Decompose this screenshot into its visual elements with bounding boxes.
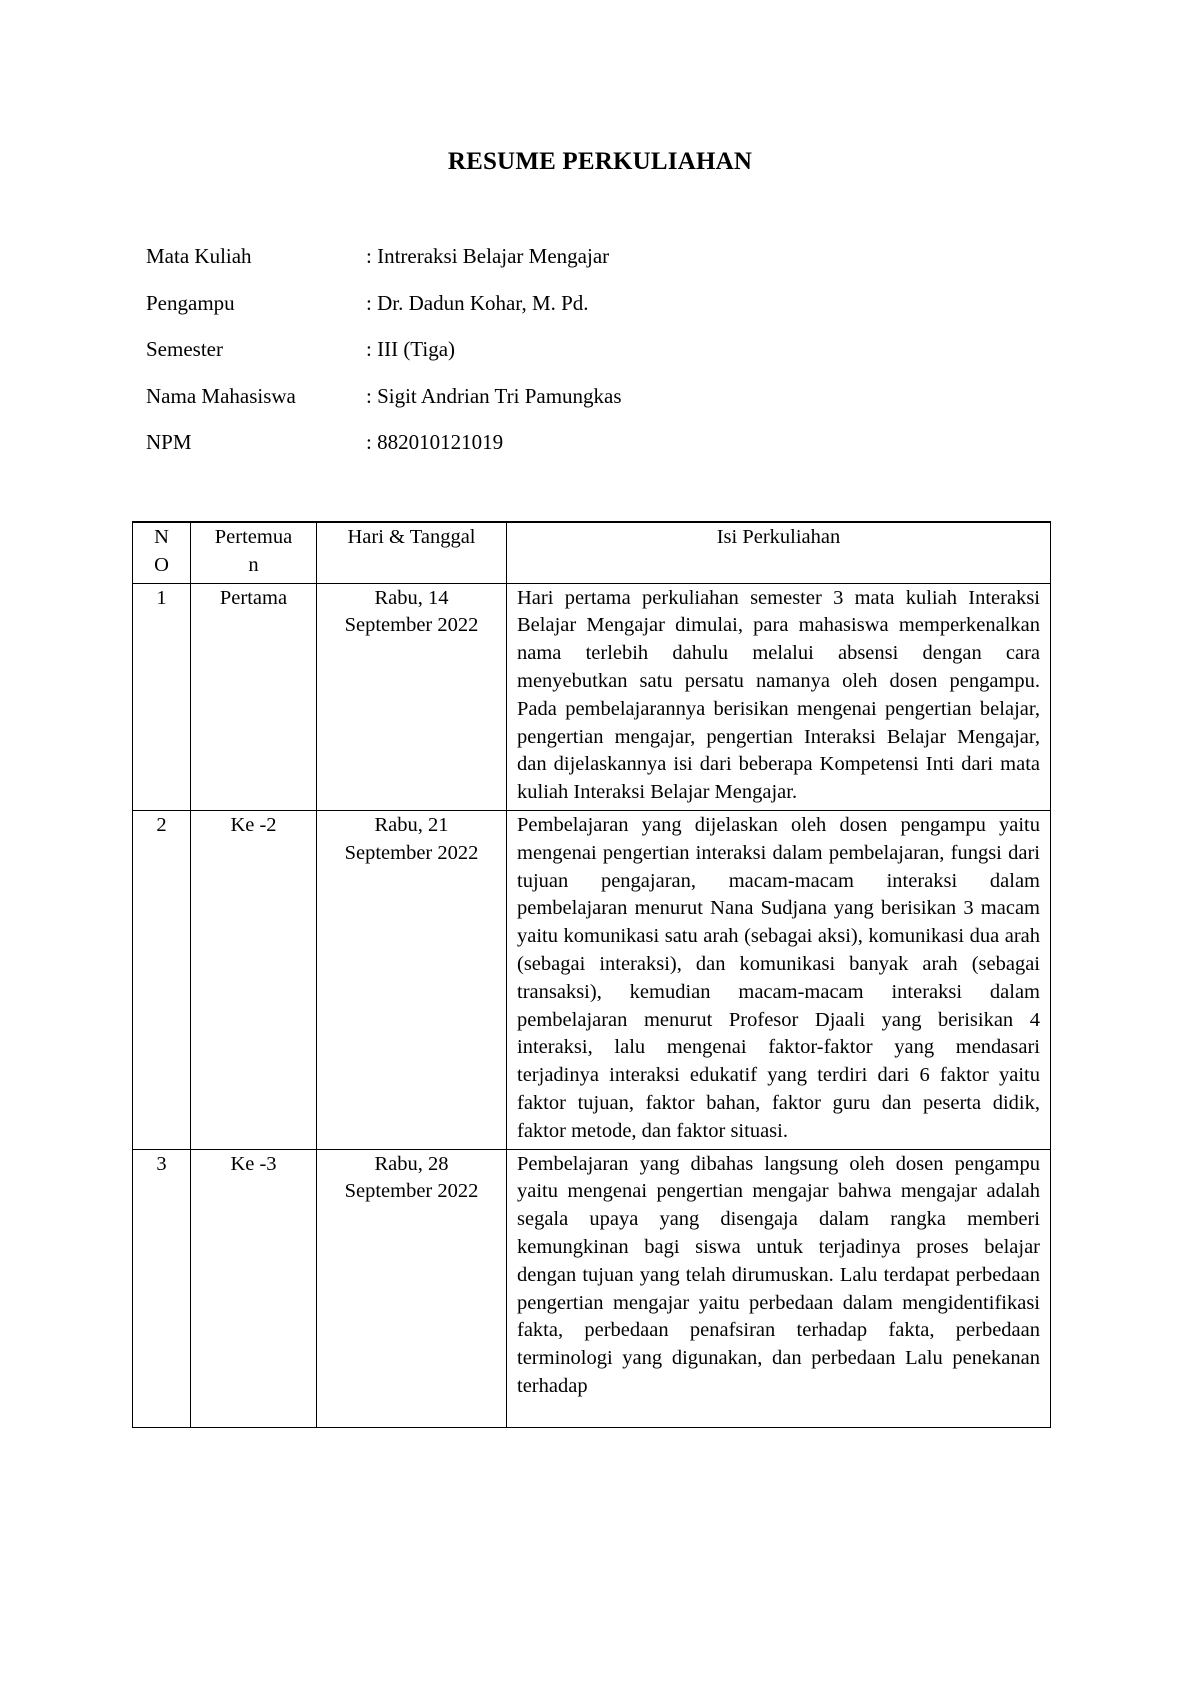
- table-row: [133, 1149, 1051, 1427]
- cell-pertemuan: Ke -3: [191, 1149, 317, 1427]
- header-date: Hari & Tanggal: [317, 522, 507, 583]
- cell-date: [317, 1149, 507, 1427]
- cell-pertemuan: Pertama: [191, 583, 317, 810]
- info-row-semester: [146, 337, 622, 384]
- header-pertemuan-line1: Pertemua: [214, 526, 293, 548]
- cell-isi: Pembelajaran yang dijelaskan oleh dosen pengampu yaitu mengenai pengertian interaksi dalam pembelajaran, fungsi dari tujuan pengajaran, macam-macam interaksi dalam pembelajaran menurut Nana Sudjana yang berisikan 3 macam yaitu komunikasi satu arah (sebagai aksi), komunikasi dua arah (sebagai interaksi), dan komunikasi banyak arah (sebagai transaksi), kemudian macam-macam interaksi dalam pembelajaran menurut Profesor Djaali yang berisikan 4 interaksi, lalu mengenai faktor-faktor yang mendasari terjadinya interaksi edukatif yang terdiri dari 6 faktor yaitu faktor tujuan, faktor bahan, faktor guru dan peserta didik, faktor metode, dan faktor situasi.: [507, 810, 1051, 1149]
- date-line1: Rabu, 21: [374, 813, 449, 836]
- course-info: [146, 244, 622, 477]
- date-line2: September 2022: [344, 841, 479, 864]
- info-row-npm: [146, 430, 622, 477]
- date-line1: Rabu, 14: [374, 586, 449, 609]
- cell-date: [317, 810, 507, 1149]
- header-pertemuan-line2: n: [248, 553, 259, 576]
- document-title: RESUME PERKULIAHAN: [447, 148, 753, 175]
- info-label: NPM: [146, 430, 192, 454]
- header-no: [133, 522, 191, 583]
- info-row-pengampu: [146, 291, 622, 338]
- info-value: : Dr. Dadun Kohar, M. Pd.: [366, 290, 589, 315]
- table-header-row: [133, 522, 1051, 583]
- table-row: [133, 583, 1051, 810]
- date-line1: Rabu, 28: [374, 1152, 449, 1175]
- info-label: Nama Mahasiswa: [146, 383, 296, 408]
- info-value: : Intreraksi Belajar Mengajar: [366, 244, 610, 268]
- cell-isi-text: Pembelajaran yang dibahas langsung oleh dosen pengampu yaitu mengenai pengertian mengajar bahwa mengajar adalah segala upaya yang disengaja dalam rangka memberi kemungkinan bagi siswa untuk terjadinya proses belajar dengan tujuan yang telah dirumuskan. Lalu terdapat perbedaan pengertian mengajar yaitu perbedaan dalam mengidentifikasi fakta, perbedaan penafsiran terhadap fakta, perbedaan terminologi yang digunakan, dan perbedaan Lalu penekanan terhadap: [517, 1152, 1040, 1397]
- date-line2: September 2022: [344, 1180, 479, 1203]
- info-row-mata-kuliah: [146, 244, 622, 291]
- info-value: : 882010121019: [366, 430, 504, 454]
- date-line2: September 2022: [344, 614, 479, 637]
- cell-isi: Hari pertama perkuliahan semester 3 mata kuliah Interaksi Belajar Mengajar dimulai, para mahasiswa memperkenalkan nama terlebih dahulu melalui absensi dengan cara menyebutkan satu persatu namanya oleh dosen pengampu. Pada pembelajarannya berisikan mengenai pengertian belajar, pengertian mengajar, pengertian Interaksi Belajar Mengajar, dan dijelaskannya isi dari beberapa Kompetensi Inti dari mata kuliah Interaksi Belajar Mengajar.: [507, 583, 1051, 810]
- info-value: : III (Tiga): [366, 337, 456, 361]
- info-label: Semester: [146, 337, 223, 361]
- cell-isi: [507, 1149, 1051, 1427]
- resume-table: [132, 521, 1051, 1428]
- info-row-nama-mahasiswa: [146, 384, 622, 431]
- header-isi: Isi Perkuliahan: [507, 522, 1051, 583]
- header-no-line2: O: [154, 553, 169, 576]
- cell-pertemuan: Ke -2: [191, 810, 317, 1149]
- header-pertemuan: [191, 522, 317, 583]
- header-no-line1: N: [154, 526, 169, 548]
- cell-no: 2: [133, 810, 191, 1149]
- info-label: Mata Kuliah: [146, 244, 252, 268]
- cell-no: 3: [133, 1149, 191, 1427]
- table-row: [133, 810, 1051, 1149]
- cell-date: [317, 583, 507, 810]
- info-label: Pengampu: [146, 290, 235, 315]
- info-value: : Sigit Andrian Tri Pamungkas: [366, 383, 622, 408]
- cell-no: 1: [133, 583, 191, 810]
